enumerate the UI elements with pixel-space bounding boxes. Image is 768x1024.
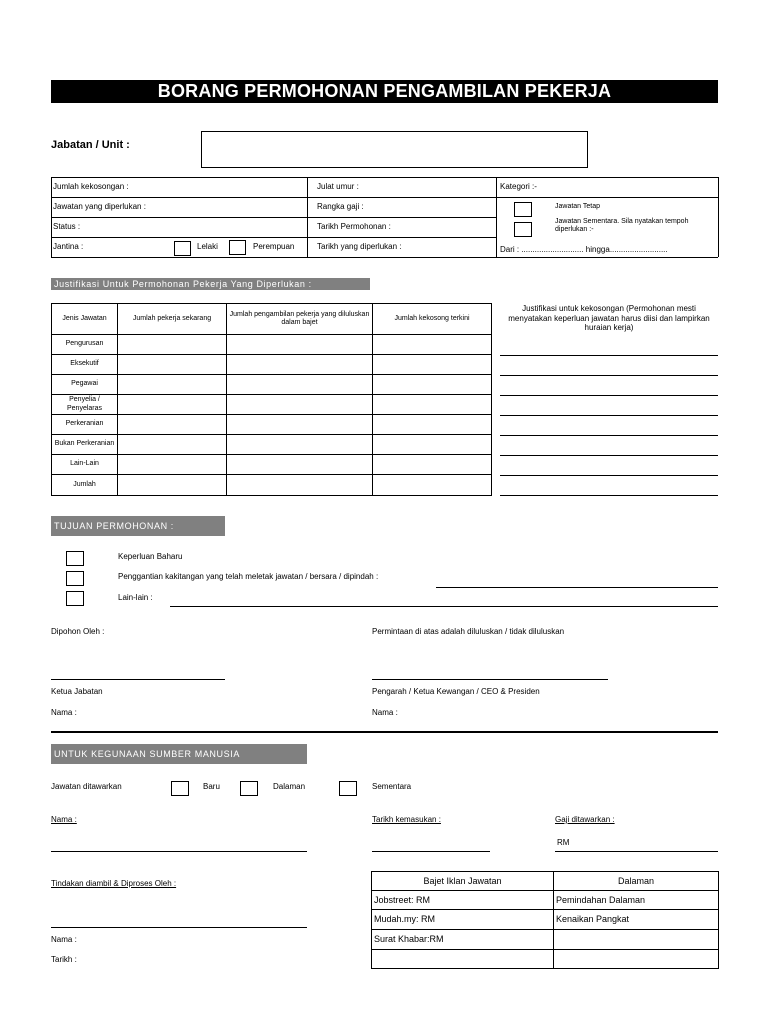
justifikasi-line[interactable] xyxy=(500,415,718,416)
jawatan-tetap-label: Jawatan Tetap xyxy=(555,203,601,210)
dalaman-cell[interactable] xyxy=(554,950,719,969)
table-cell[interactable] xyxy=(227,375,373,395)
table-cell[interactable] xyxy=(227,435,373,455)
tujuan-section-header: TUJUAN PERMOHONAN : xyxy=(51,516,225,536)
table-row xyxy=(52,355,492,375)
gaji-ditawarkan-label: Gaji ditawarkan : xyxy=(555,815,615,824)
row-label: Penyelia / Penyelaras xyxy=(52,395,118,415)
dalaman-cell[interactable]: Pemindahan Dalaman xyxy=(554,891,719,910)
lelaki-label: Lelaki xyxy=(197,242,218,251)
row-label: Eksekutif xyxy=(52,355,118,375)
nama-left-label: Nama : xyxy=(51,708,77,717)
section-divider xyxy=(51,731,718,733)
table-row xyxy=(52,475,492,496)
rangka-gaji-label: Rangka gaji : xyxy=(317,202,364,211)
table-cell[interactable] xyxy=(373,455,492,475)
table-row xyxy=(52,455,492,475)
justifikasi-line[interactable] xyxy=(500,375,718,376)
table-row xyxy=(52,395,492,415)
jumlah-kekosongan-label: Jumlah kekosongan : xyxy=(53,182,129,191)
penggantian-line[interactable] xyxy=(436,587,718,588)
table-cell[interactable] xyxy=(227,355,373,375)
pengarah-label: Pengarah / Ketua Kewangan / CEO & Presiden xyxy=(372,687,540,696)
nama-right-label: Nama : xyxy=(372,708,398,717)
tarikh-diperlukan-label: Tarikh yang diperlukan : xyxy=(317,242,402,251)
nama-hr-line[interactable] xyxy=(51,851,307,852)
tarikh-kemasukan-label: Tarikh kemasukan : xyxy=(372,815,441,824)
table-row xyxy=(372,910,719,930)
bajet-cell[interactable]: Surat Khabar:RM xyxy=(372,930,554,950)
jawatan-tetap-checkbox[interactable] xyxy=(514,202,532,217)
table-cell[interactable] xyxy=(118,475,227,496)
penggantian-checkbox[interactable] xyxy=(66,571,84,586)
table-row xyxy=(52,415,492,435)
header-jumlah-pengambilan: Jumlah pengambilan pekerja yang diluluskan dalam bajet xyxy=(227,304,373,335)
table-cell[interactable] xyxy=(118,355,227,375)
justifikasi-line[interactable] xyxy=(500,455,718,456)
dipohon-oleh-label: Dipohon Oleh : xyxy=(51,627,105,636)
permintaan-label: Permintaan di atas adalah diluluskan / tidak diluluskan xyxy=(372,627,565,636)
header-jumlah-kekosongan: Jumlah kekosong terkini xyxy=(373,304,492,335)
table-cell[interactable] xyxy=(373,475,492,496)
bajet-table xyxy=(371,871,719,969)
row-label: Pegawai xyxy=(52,375,118,395)
sementara-checkbox[interactable] xyxy=(339,781,357,796)
tarikh-kemasukan-line[interactable] xyxy=(372,851,490,852)
keperluan-baharu-checkbox[interactable] xyxy=(66,551,84,566)
jawatan-diperlukan-label: Jawatan yang diperlukan : xyxy=(53,202,146,211)
justifikasi-line[interactable] xyxy=(500,395,718,396)
penggantian-label: Penggantian kakitangan yang telah meletak jawatan / bersara / dipindah : xyxy=(118,572,379,581)
dipohon-signature-line[interactable] xyxy=(51,679,225,680)
lain-lain-line[interactable] xyxy=(170,606,718,607)
dari-hingga-field[interactable]: Dari : ............................ hingga.......................... xyxy=(500,245,668,254)
row-label: Lain-Lain xyxy=(52,455,118,475)
tindakan-label: Tindakan diambil & Diproses Oleh : xyxy=(51,879,177,888)
bajet-header: Bajet Iklan Jawatan xyxy=(372,872,554,891)
gaji-line[interactable] xyxy=(555,851,718,852)
row-label: Bukan Perkeranian xyxy=(52,435,118,455)
tarikh-permohonan-label: Tarikh Permohonan : xyxy=(317,222,391,231)
row-label: Pengurusan xyxy=(52,335,118,355)
jabatan-label: Jabatan / Unit : xyxy=(51,139,130,151)
table-cell[interactable] xyxy=(227,475,373,496)
dalaman-label: Dalaman xyxy=(273,782,306,791)
jawatan-ditawarkan-label: Jawatan ditawarkan xyxy=(51,782,122,791)
dalaman-cell[interactable] xyxy=(554,930,719,950)
bajet-cell[interactable]: Mudah.my: RM xyxy=(372,910,554,930)
row-label: Jumlah xyxy=(52,475,118,496)
table-cell[interactable] xyxy=(373,375,492,395)
table-cell[interactable] xyxy=(118,335,227,355)
table-row xyxy=(52,435,492,455)
lelaki-checkbox[interactable] xyxy=(174,241,191,256)
justifikasi-line[interactable] xyxy=(500,495,718,496)
table-cell[interactable] xyxy=(227,395,373,415)
table-row xyxy=(52,335,492,355)
bajet-cell[interactable]: Jobstreet: RM xyxy=(372,891,554,910)
table-cell[interactable] xyxy=(118,415,227,435)
jabatan-input[interactable] xyxy=(201,131,588,168)
justifikasi-note: Justifikasi untuk kekosongan (Permohonan mesti menyatakan keperluan jawatan harus diisi dan lampirkan huraian kerja) xyxy=(508,304,710,333)
julat-umur-label: Julat umur : xyxy=(317,182,359,191)
table-cell[interactable] xyxy=(373,435,492,455)
row-label: Perkeranian xyxy=(52,415,118,435)
keperluan-baharu-label: Keperluan Baharu xyxy=(118,552,183,561)
table-cell[interactable] xyxy=(373,395,492,415)
table-cell[interactable] xyxy=(227,455,373,475)
sementara-label: Sementara xyxy=(372,782,412,791)
table-cell[interactable] xyxy=(227,335,373,355)
rm-label: RM xyxy=(557,838,570,847)
tarikh-label: Tarikh : xyxy=(51,955,77,964)
form-title: BORANG PERMOHONAN PENGAMBILAN PEKERJA xyxy=(51,80,718,103)
lain-lain-label: Lain-lain : xyxy=(118,593,153,602)
table-cell[interactable] xyxy=(373,355,492,375)
table-cell[interactable] xyxy=(373,415,492,435)
ketua-jabatan-label: Ketua Jabatan xyxy=(51,687,103,696)
table-cell[interactable] xyxy=(373,335,492,355)
status-label: Status : xyxy=(53,222,81,231)
dalaman-header: Dalaman xyxy=(554,872,719,891)
nama-hr-label: Nama : xyxy=(51,815,77,824)
dalaman-checkbox[interactable] xyxy=(240,781,258,796)
table-row xyxy=(372,930,719,950)
table-cell[interactable] xyxy=(227,415,373,435)
table-cell[interactable] xyxy=(118,435,227,455)
perempuan-checkbox[interactable] xyxy=(229,240,246,255)
hr-section-header: UNTUK KEGUNAAN SUMBER MANUSIA xyxy=(51,744,307,764)
kategori-label: Kategori :- xyxy=(500,182,537,191)
baru-checkbox[interactable] xyxy=(171,781,189,796)
header-jumlah-pekerja: Jumlah pekerja sekarang xyxy=(118,304,227,335)
justifikasi-section-header: Justifikasi Untuk Permohonan Pekerja Yang Diperlukan : xyxy=(51,278,370,290)
nama2-label: Nama : xyxy=(51,935,77,944)
justifikasi-line[interactable] xyxy=(500,475,718,476)
table-row xyxy=(372,950,719,969)
jawatan-sementara-label: Jawatan Sementara. Sila nyatakan tempoh diperlukan :- xyxy=(555,218,689,234)
perempuan-label: Perempuan xyxy=(253,242,295,251)
dalaman-cell[interactable]: Kenaikan Pangkat xyxy=(554,910,719,930)
justifikasi-line[interactable] xyxy=(500,355,718,356)
justifikasi-line[interactable] xyxy=(500,435,718,436)
table-row xyxy=(372,891,719,910)
header-jenis-jawatan: Jenis Jawatan xyxy=(52,304,118,335)
jantina-label: Jantina : xyxy=(53,242,84,251)
lain-lain-checkbox[interactable] xyxy=(66,591,84,606)
table-cell[interactable] xyxy=(118,455,227,475)
table-cell[interactable] xyxy=(118,395,227,415)
pengarah-signature-line[interactable] xyxy=(372,679,608,680)
table-cell[interactable] xyxy=(118,375,227,395)
jawatan-sementara-checkbox[interactable] xyxy=(514,222,532,237)
jawatan-table xyxy=(51,303,492,496)
table-row xyxy=(52,375,492,395)
baru-label: Baru xyxy=(203,782,220,791)
tindakan-line[interactable] xyxy=(51,927,307,928)
bajet-cell[interactable] xyxy=(372,950,554,969)
